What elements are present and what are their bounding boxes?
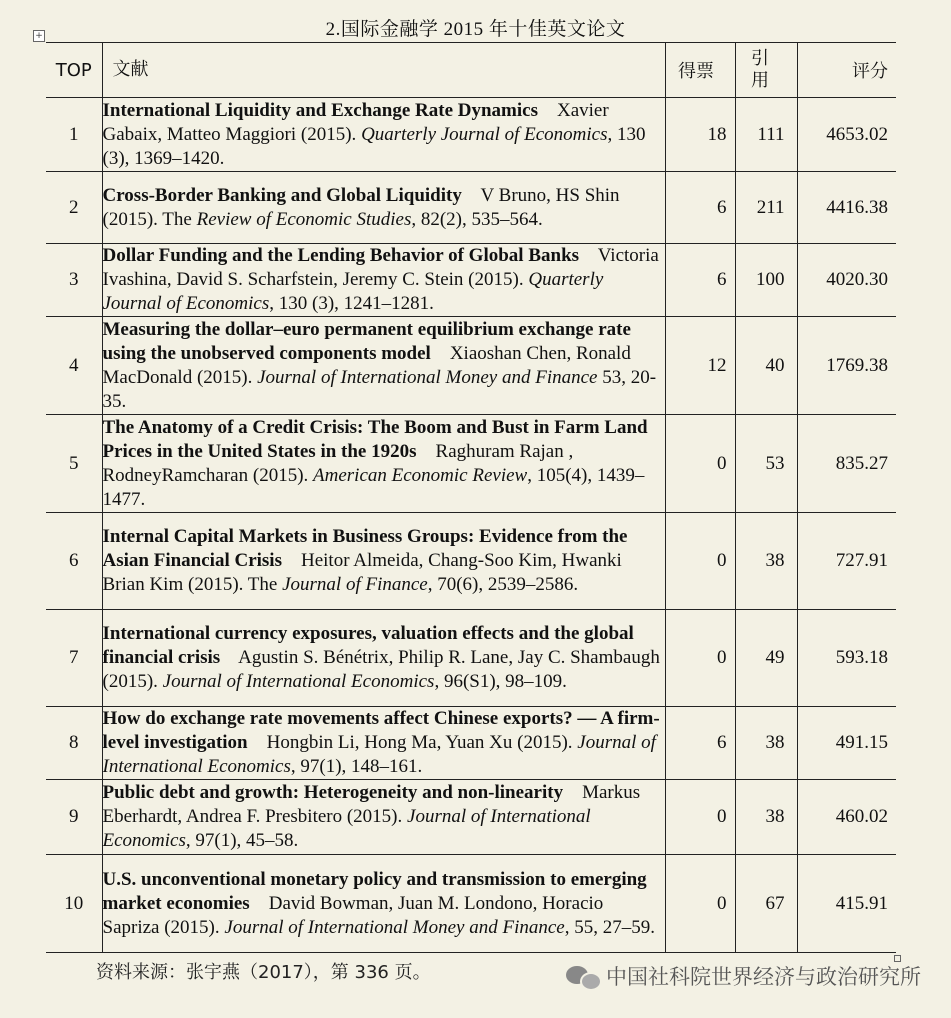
ref-title: Measuring the dollar–euro permanent equilibrium exchange rate using the unobserved components model: [102, 318, 631, 364]
ref-title: International Liquidity and Exchange Rate Dynamics: [102, 99, 538, 121]
table-row: [46, 513, 896, 610]
table-row: [46, 415, 896, 513]
header-cite: [735, 43, 797, 98]
table-row: [46, 98, 896, 172]
votes-cell: 0: [665, 780, 735, 855]
reference-cell: [102, 172, 665, 244]
header-score: 评分: [797, 43, 896, 98]
header-ref: 文献: [102, 43, 665, 98]
table-row: [46, 172, 896, 244]
rank-cell: 5: [46, 415, 102, 513]
ref-journal: Journal of International Economics: [162, 671, 435, 692]
ref-journal: American Economic Review: [313, 464, 528, 486]
ref-authors: David Bowman, Juan M. Londono, Horacio Sapriza (2015).: [102, 892, 604, 938]
ref-title: Dollar Funding and the Lending Behavior of Global Banks: [102, 245, 580, 266]
votes-cell: 0: [665, 610, 735, 707]
ref-details: , 97(1), 45–58.: [185, 830, 299, 851]
votes-cell: 12: [665, 317, 735, 415]
citations-cell: 38: [735, 707, 797, 780]
reference-cell: [102, 244, 665, 317]
reference-cell: [102, 513, 665, 610]
ref-authors: Heitor Almeida, Chang-Soo Kim, Hwanki Brian Kim (2015). The: [102, 550, 622, 595]
ref-details: , 105(4), 1439–1477.: [102, 464, 645, 510]
table-anchor-icon[interactable]: +: [33, 30, 45, 42]
ref-journal: Journal of International Economics: [102, 732, 656, 777]
citations-cell: 100: [735, 244, 797, 317]
table-row: [46, 855, 896, 953]
rank-cell: 7: [46, 610, 102, 707]
votes-cell: 6: [665, 172, 735, 244]
score-cell: 727.91: [797, 513, 896, 610]
votes-cell: 6: [665, 244, 735, 317]
rank-cell: 4: [46, 317, 102, 415]
citations-cell: 211: [735, 172, 797, 244]
source-note: 资料来源：张宇燕（2017），第 336 页。: [96, 962, 431, 983]
wechat-icon: [566, 964, 600, 988]
ref-journal: Quarterly Journal of Economics: [361, 123, 608, 145]
ref-authors: V Bruno, HS Shin (2015). The: [102, 184, 620, 230]
score-cell: 460.02: [797, 780, 896, 855]
score-cell: 415.91: [797, 855, 896, 953]
citations-cell: 38: [735, 780, 797, 855]
ref-journal: Journal of International Money and Finance: [257, 366, 598, 388]
ref-authors: Hongbin Li, Hong Ma, Yuan Xu (2015).: [266, 732, 573, 753]
ref-details: , 70(6), 2539–2586.: [427, 574, 579, 595]
page-title: 2.国际金融学 2015 年十佳英文论文: [325, 19, 626, 40]
ref-authors: Xiaoshan Chen, Ronald MacDonald (2015).: [102, 342, 631, 388]
score-cell: 4416.38: [797, 172, 896, 244]
votes-cell: 0: [665, 855, 735, 953]
header-votes: 得票: [665, 43, 735, 98]
rank-cell: 2: [46, 172, 102, 244]
score-cell: 1769.38: [797, 317, 896, 415]
reference-cell: [102, 98, 665, 172]
citations-cell: 49: [735, 610, 797, 707]
ref-journal: Journal of Finance: [282, 574, 428, 595]
ref-details: , 55, 27–59.: [564, 916, 655, 938]
ref-details: , 97(1), 148–161.: [290, 756, 423, 777]
ref-journal: Journal of International Money and Finance: [224, 916, 565, 938]
ref-details: , 96(S1), 98–109.: [434, 671, 567, 692]
ref-details: , 130 (3), 1369–1420.: [102, 123, 646, 169]
watermark: [566, 961, 921, 991]
rank-cell: 6: [46, 513, 102, 610]
reference-cell: [102, 707, 665, 780]
header-cite-text: 引用: [751, 48, 769, 91]
ref-title: The Anatomy of a Credit Crisis: The Boom and Bust in Farm Land Prices in the United States in the 1920s: [102, 416, 648, 462]
table-row: [46, 780, 896, 855]
ref-journal: Quarterly Journal of Economics: [102, 269, 604, 314]
rank-cell: 9: [46, 780, 102, 855]
score-cell: 593.18: [797, 610, 896, 707]
citations-cell: 111: [735, 98, 797, 172]
ref-authors: Markus Eberhardt, Andrea F. Presbitero (2015).: [102, 782, 641, 827]
table-row: [46, 317, 896, 415]
score-cell: 4020.30: [797, 244, 896, 317]
ref-title: Cross-Border Banking and Global Liquidity: [102, 184, 462, 206]
votes-cell: 0: [665, 415, 735, 513]
rank-cell: 10: [46, 855, 102, 953]
reference-cell: [102, 415, 665, 513]
citations-cell: 40: [735, 317, 797, 415]
votes-cell: 6: [665, 707, 735, 780]
score-cell: 835.27: [797, 415, 896, 513]
ref-details: , 130 (3), 1241–1281.: [269, 293, 434, 314]
watermark-text: 中国社科院世界经济与政治研究所: [606, 965, 921, 989]
rank-cell: 3: [46, 244, 102, 317]
citations-cell: 53: [735, 415, 797, 513]
header-top: TOP: [46, 43, 102, 98]
ref-details: 53, 20-35.: [102, 366, 657, 412]
votes-cell: 18: [665, 98, 735, 172]
ref-authors: Raghuram Rajan , RodneyRamcharan (2015).: [102, 440, 574, 486]
ref-authors: Victoria Ivashina, David S. Scharfstein, Jeremy C. Stein (2015).: [102, 245, 659, 290]
references-table: [46, 42, 896, 953]
reference-cell: [102, 780, 665, 855]
ref-details: , 82(2), 535–564.: [411, 208, 543, 230]
ref-authors: Agustin S. Bénétrix, Philip R. Lane, Jay C. Shambaugh (2015).: [102, 647, 660, 692]
score-cell: 4653.02: [797, 98, 896, 172]
ref-title: Public debt and growth: Heterogeneity and non-linearity: [102, 782, 564, 803]
rank-cell: 1: [46, 98, 102, 172]
ref-title: Internal Capital Markets in Business Groups: Evidence from the Asian Financial Crisis: [102, 526, 628, 571]
table-row: [46, 244, 896, 317]
ref-journal: Journal of International Economics: [102, 806, 591, 851]
reference-cell: [102, 855, 665, 953]
rank-cell: 8: [46, 707, 102, 780]
citations-cell: 67: [735, 855, 797, 953]
table-row: [46, 707, 896, 780]
votes-cell: 0: [665, 513, 735, 610]
ref-authors: Xavier Gabaix, Matteo Maggiori (2015).: [102, 99, 609, 145]
citations-cell: 38: [735, 513, 797, 610]
table-header-row: [46, 43, 896, 98]
ref-title: International currency exposures, valuation effects and the global financial crisis: [102, 623, 634, 668]
reference-cell: [102, 610, 665, 707]
ref-title: U.S. unconventional monetary policy and transmission to emerging market economies: [102, 868, 647, 914]
ref-journal: Review of Economic Studies: [196, 208, 412, 230]
ref-title: How do exchange rate movements affect Chinese exports? — A firm-level investigation: [102, 708, 660, 753]
score-cell: 491.15: [797, 707, 896, 780]
table-row: [46, 610, 896, 707]
reference-cell: [102, 317, 665, 415]
